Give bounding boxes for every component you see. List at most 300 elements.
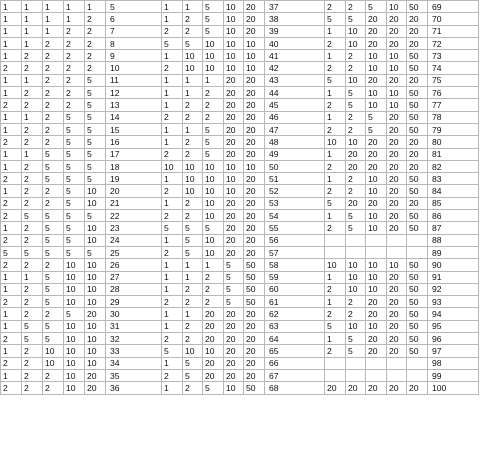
table-row [1,369,479,381]
coin-cell: 20 [203,308,224,320]
coin-cell: 5 [346,13,366,25]
total-cell: 37 [265,1,325,13]
coin-cell: 1 [22,271,43,283]
coin-cell: 2 [22,160,43,172]
coin-cell: 2 [85,37,106,49]
coin-cell: 20 [387,320,407,332]
total-cell: 30 [106,308,162,320]
coin-cell: 20 [85,369,106,381]
coin-cell: 10 [387,50,407,62]
coin-cell: 20 [244,1,265,13]
coin-cell: 1 [203,259,224,271]
coin-cell: 10 [346,259,366,271]
coin-cell: 5 [346,222,366,234]
coin-cell: 10 [183,160,203,172]
coin-cell: 5 [183,357,203,369]
coin-cell: 50 [407,259,428,271]
coin-cell: 2 [346,185,366,197]
coin-cell: 20 [224,357,244,369]
coin-cell: 2 [22,259,43,271]
coin-cell: 10 [64,357,85,369]
coin-cell: 2 [346,1,366,13]
coin-cell: 1 [22,148,43,160]
coin-cell: 1 [325,25,346,37]
coin-cell: 10 [203,210,224,222]
total-cell: 25 [106,246,162,258]
coin-cell: 50 [407,173,428,185]
coin-cell: 10 [366,210,387,222]
coin-cell: 2 [162,369,183,381]
total-cell: 41 [265,50,325,62]
coin-cell: 1 [325,111,346,123]
coin-cell: 1 [325,87,346,99]
coin-cell: 20 [366,136,387,148]
coin-cell: 20 [224,197,244,209]
coin-cell: 2 [43,50,64,62]
total-cell: 8 [106,37,162,49]
total-cell: 31 [106,320,162,332]
table-row [1,173,479,185]
coin-cell: 2 [346,123,366,135]
coin-cell: 2 [325,99,346,111]
coin-cell: 10 [85,197,106,209]
coin-cell: 2 [203,87,224,99]
coin-cell: 5 [85,148,106,160]
coin-cell: 5 [183,369,203,381]
coin-cell [325,357,346,369]
coin-cell: 5 [43,148,64,160]
coin-cell [407,369,428,381]
coin-cell: 50 [407,123,428,135]
coin-cell: 2 [183,111,203,123]
coin-cell: 50 [407,296,428,308]
total-cell: 93 [428,296,479,308]
coin-cell: 10 [366,62,387,74]
total-cell: 14 [106,111,162,123]
coin-cell: 2 [43,37,64,49]
total-cell: 18 [106,160,162,172]
coin-cell: 2 [1,357,22,369]
coin-cell: 5 [224,283,244,295]
coin-cell: 1 [22,1,43,13]
coin-cell: 2 [162,246,183,258]
coin-cell: 5 [64,173,85,185]
coin-cell [387,234,407,246]
coin-cell: 10 [183,345,203,357]
total-cell: 6 [106,13,162,25]
total-cell: 20 [106,185,162,197]
coin-cell: 20 [244,308,265,320]
coin-cell: 10 [244,50,265,62]
coin-cell: 2 [183,197,203,209]
total-cell: 73 [428,50,479,62]
coin-cell: 2 [325,123,346,135]
coin-cell: 20 [224,308,244,320]
coin-cell: 2 [1,259,22,271]
total-cell: 86 [428,210,479,222]
coin-cell: 5 [183,246,203,258]
coin-cell: 10 [366,320,387,332]
coin-cell: 1 [162,283,183,295]
coin-cell: 2 [43,123,64,135]
coin-cell: 2 [1,136,22,148]
coin-cell: 5 [43,234,64,246]
coin-cell: 2 [183,13,203,25]
coin-cell: 1 [1,369,22,381]
coin-cell: 2 [85,13,106,25]
coin-cell: 20 [387,185,407,197]
coin-cell: 1 [1,185,22,197]
coin-cell: 10 [366,271,387,283]
table-row [1,62,479,74]
coin-cell: 2 [22,222,43,234]
table-row [1,185,479,197]
total-cell: 67 [265,369,325,381]
total-cell: 24 [106,234,162,246]
coin-cell: 20 [203,357,224,369]
coin-cell: 10 [203,62,224,74]
coin-cell: 2 [325,283,346,295]
coin-cell: 20 [387,345,407,357]
coin-cell: 20 [224,136,244,148]
coin-cell: 2 [1,173,22,185]
coin-cell: 10 [346,136,366,148]
coin-cell: 10 [85,296,106,308]
coin-cell: 50 [407,308,428,320]
coin-cell: 20 [387,13,407,25]
table-row [1,1,479,13]
coin-cell: 20 [387,308,407,320]
coin-cell: 20 [407,74,428,86]
coin-cell: 1 [183,308,203,320]
total-cell: 74 [428,62,479,74]
total-cell: 79 [428,123,479,135]
coin-cell: 2 [346,296,366,308]
coin-cell: 2 [183,382,203,394]
coin-cell: 10 [203,185,224,197]
total-cell: 47 [265,123,325,135]
coin-cell: 2 [22,185,43,197]
coin-cell: 2 [183,148,203,160]
coin-cell: 20 [407,148,428,160]
coin-cell: 50 [407,222,428,234]
coin-cell: 20 [224,246,244,258]
table-row [1,357,479,369]
coin-cell: 20 [366,25,387,37]
coin-cell: 10 [203,234,224,246]
coin-cell: 20 [203,333,224,345]
coin-cell: 20 [325,382,346,394]
coin-cell: 10 [85,345,106,357]
table-row [1,345,479,357]
coin-cell: 5 [183,234,203,246]
total-cell: 58 [265,259,325,271]
total-cell: 19 [106,173,162,185]
coin-cell: 2 [43,185,64,197]
table-row [1,382,479,394]
total-cell: 62 [265,308,325,320]
coin-cell: 5 [203,13,224,25]
coin-cell: 10 [346,271,366,283]
coin-cell: 5 [1,246,22,258]
coin-cell: 10 [366,185,387,197]
coin-cell: 1 [325,210,346,222]
coin-cell: 20 [224,99,244,111]
coin-cell: 1 [1,50,22,62]
table-row [1,99,479,111]
total-cell: 87 [428,222,479,234]
coin-cell: 10 [346,25,366,37]
total-cell: 59 [265,271,325,283]
coin-cell: 20 [387,160,407,172]
coin-cell: 10 [224,37,244,49]
coin-cell: 5 [224,296,244,308]
coin-cell: 2 [85,62,106,74]
coin-cell [407,234,428,246]
coin-cell: 2 [22,234,43,246]
coin-cell: 1 [325,271,346,283]
table-row [1,50,479,62]
coin-cell: 1 [162,1,183,13]
coin-cell: 2 [1,382,22,394]
coin-cell: 10 [366,87,387,99]
coin-cell: 5 [203,25,224,37]
coin-cell: 20 [224,369,244,381]
coin-cell: 10 [85,357,106,369]
coin-cell: 50 [407,271,428,283]
coin-cell: 5 [203,382,224,394]
total-cell: 97 [428,345,479,357]
coin-cell: 2 [325,160,346,172]
coin-cell: 20 [244,333,265,345]
table-row [1,210,479,222]
coin-cell: 2 [22,345,43,357]
coin-cell: 1 [43,13,64,25]
coin-cell: 2 [346,308,366,320]
total-cell: 40 [265,37,325,49]
coin-cell: 1 [1,345,22,357]
coin-cell: 20 [244,357,265,369]
coin-cell: 1 [1,271,22,283]
coin-cell: 2 [22,197,43,209]
coin-cell [387,357,407,369]
coin-cell: 2 [203,111,224,123]
coin-cell: 20 [407,13,428,25]
coin-cell: 20 [366,197,387,209]
coin-cell: 2 [22,123,43,135]
coin-cell: 1 [325,148,346,160]
coin-cell: 5 [346,333,366,345]
coin-cell: 50 [407,320,428,332]
coin-cell: 1 [162,136,183,148]
coin-cell: 5 [203,222,224,234]
total-cell: 9 [106,50,162,62]
total-cell: 56 [265,234,325,246]
table-row [1,87,479,99]
total-cell: 21 [106,197,162,209]
coin-cell: 10 [366,283,387,295]
total-cell: 51 [265,173,325,185]
coin-cell: 5 [43,296,64,308]
coin-cell: 5 [43,320,64,332]
coin-cell: 5 [183,37,203,49]
coin-cell: 5 [43,283,64,295]
coin-cell: 10 [244,160,265,172]
coin-cell: 2 [64,62,85,74]
coin-cell [407,246,428,258]
coin-cell [325,246,346,258]
total-cell: 84 [428,185,479,197]
coin-cell [366,234,387,246]
total-cell: 49 [265,148,325,160]
coin-cell: 2 [43,197,64,209]
coin-cell [407,357,428,369]
coin-cell: 2 [325,345,346,357]
coin-cell: 50 [407,283,428,295]
coin-cell: 20 [203,320,224,332]
coin-cell: 5 [346,210,366,222]
total-cell: 83 [428,173,479,185]
coin-cell: 2 [22,357,43,369]
total-cell: 99 [428,369,479,381]
coin-cell: 5 [85,136,106,148]
total-cell: 42 [265,62,325,74]
coin-cell: 10 [85,333,106,345]
coin-cell: 20 [387,271,407,283]
total-cell: 12 [106,87,162,99]
total-cell: 45 [265,99,325,111]
coin-cell: 10 [203,246,224,258]
coin-cell: 20 [387,25,407,37]
coin-cell: 1 [162,50,183,62]
coin-cell: 5 [43,222,64,234]
total-cell: 34 [106,357,162,369]
coin-cell: 10 [366,50,387,62]
coin-cell: 5 [325,13,346,25]
table-row [1,136,479,148]
coin-cell: 1 [162,320,183,332]
coin-cell: 5 [203,123,224,135]
coin-cell: 10 [85,234,106,246]
coin-cell: 1 [162,87,183,99]
coin-cell: 20 [387,222,407,234]
table-row [1,37,479,49]
coin-cell: 20 [224,333,244,345]
coin-cell: 2 [22,369,43,381]
total-cell: 22 [106,210,162,222]
coin-cell: 20 [387,173,407,185]
total-cell: 54 [265,210,325,222]
coin-cell: 20 [85,382,106,394]
coin-cell: 20 [387,382,407,394]
coin-cell: 20 [244,123,265,135]
coin-cell: 2 [22,136,43,148]
coin-cell [346,246,366,258]
coin-cell: 5 [43,271,64,283]
coin-cell: 50 [244,382,265,394]
coin-cell: 1 [1,1,22,13]
coin-cell: 20 [203,369,224,381]
coin-cell: 20 [387,283,407,295]
coin-cell: 2 [203,99,224,111]
coin-cell: 10 [183,62,203,74]
coin-cell: 1 [162,259,183,271]
coin-cell: 5 [64,123,85,135]
table-row [1,123,479,135]
coin-cell: 2 [183,320,203,332]
total-cell: 70 [428,13,479,25]
coin-cell: 10 [224,185,244,197]
total-cell: 26 [106,259,162,271]
coin-cell: 2 [64,74,85,86]
coin-cell: 1 [325,296,346,308]
coin-cell: 10 [85,222,106,234]
coin-cell [387,369,407,381]
coin-cell: 5 [85,246,106,258]
coin-cell: 1 [183,74,203,86]
coin-cell: 20 [407,136,428,148]
coin-cell: 20 [224,222,244,234]
total-cell: 5 [106,1,162,13]
coin-cell: 2 [203,283,224,295]
coin-cell: 10 [183,50,203,62]
coin-cell: 20 [387,136,407,148]
coin-cell: 2 [22,283,43,295]
coin-cell: 1 [183,87,203,99]
coin-cell: 20 [387,197,407,209]
coin-cell: 20 [244,234,265,246]
coin-cell: 2 [43,136,64,148]
coin-cell: 5 [346,87,366,99]
coin-cell: 10 [64,320,85,332]
coin-cell: 2 [85,25,106,37]
coin-cell: 5 [85,173,106,185]
total-cell: 38 [265,13,325,25]
coin-cell: 5 [64,160,85,172]
coin-cell: 20 [387,111,407,123]
coin-cell: 1 [1,123,22,135]
coin-cell: 10 [346,320,366,332]
coin-cell: 2 [183,25,203,37]
coin-cell: 2 [346,173,366,185]
coin-cell: 1 [1,160,22,172]
coin-cell: 2 [43,308,64,320]
coin-cell: 20 [244,222,265,234]
coin-cell: 5 [64,246,85,258]
total-cell: 81 [428,148,479,160]
coin-cell: 1 [1,111,22,123]
total-cell: 89 [428,246,479,258]
coin-cell: 10 [366,222,387,234]
total-cell: 39 [265,25,325,37]
coin-cell: 5 [325,320,346,332]
coin-cell: 5 [64,210,85,222]
coin-cell: 50 [244,271,265,283]
total-cell: 63 [265,320,325,332]
total-cell: 75 [428,74,479,86]
total-cell: 10 [106,62,162,74]
table-row [1,25,479,37]
coin-cell: 10 [43,345,64,357]
coin-cell: 1 [1,283,22,295]
coin-cell: 1 [183,259,203,271]
coin-cell: 2 [43,259,64,271]
coin-cell: 50 [407,111,428,123]
total-cell: 76 [428,87,479,99]
coin-cell: 2 [1,210,22,222]
coin-cell: 10 [64,382,85,394]
coin-cell: 2 [183,283,203,295]
